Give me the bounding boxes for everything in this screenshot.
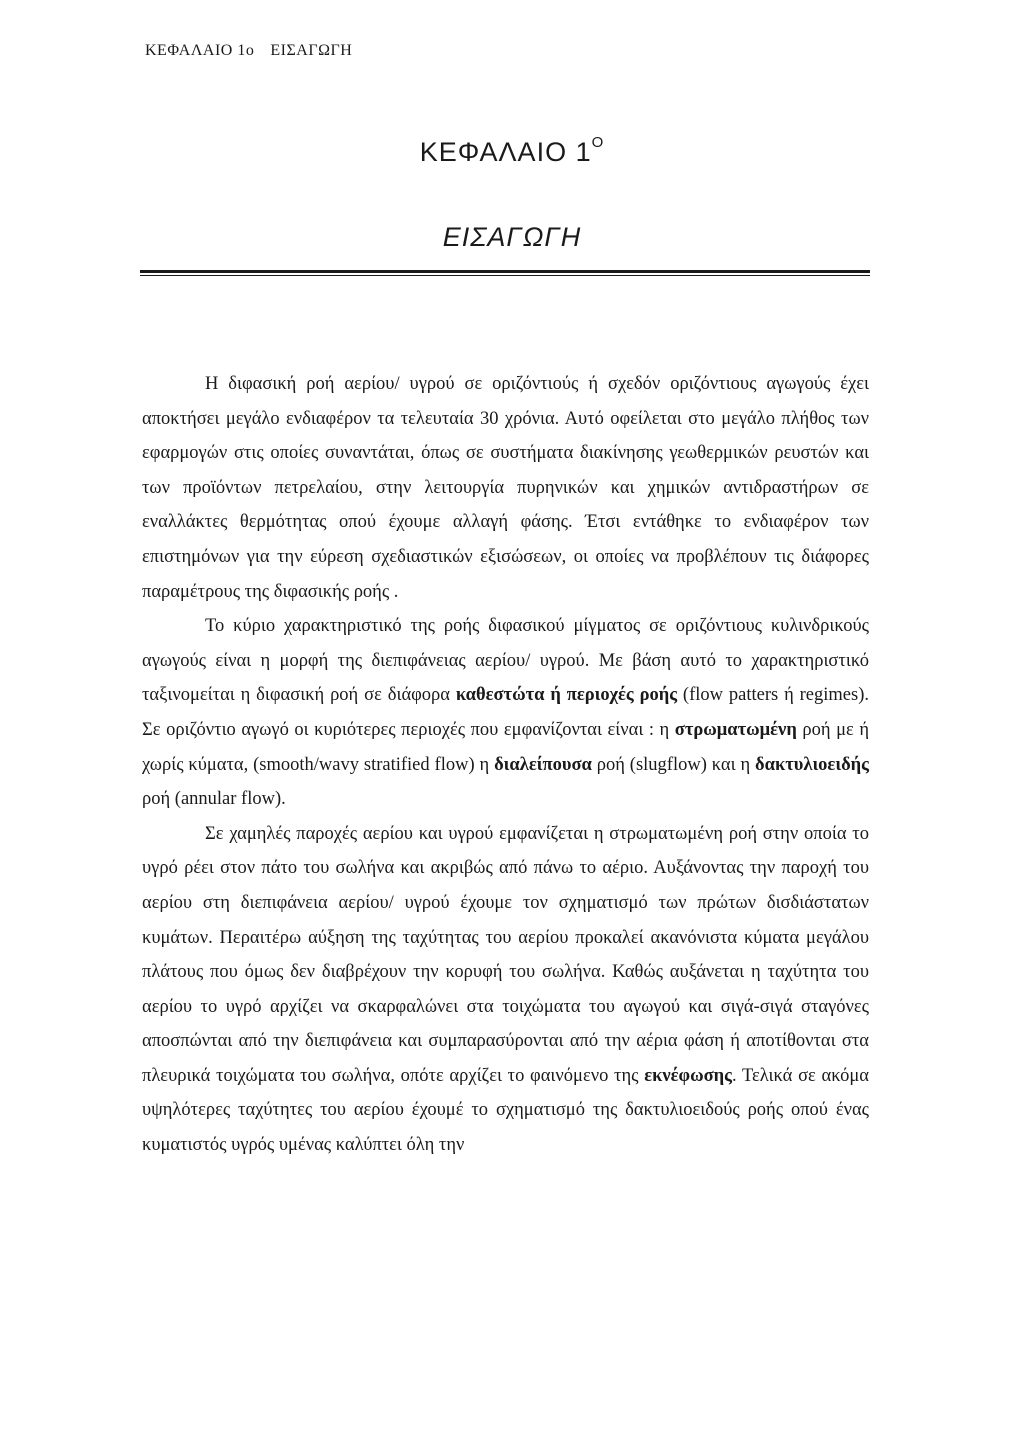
paragraph-2-bold-slug: διαλείπουσα xyxy=(494,754,592,775)
running-header xyxy=(145,42,352,60)
paragraph-3-text-b: . Τελικά σε ακόμα υψηλότερες ταχύτητες του αερίου έχουμέ το σχηματισμό της δακτυλιοειδούς ροής οπού ένας κυματιστός υγρός υμένας καλύπτει όλη την xyxy=(142,1065,869,1156)
paragraph-2-text-e: ροή (annular flow). xyxy=(142,789,286,810)
paragraph-2-bold-annular: δακτυλιοειδής xyxy=(755,754,869,775)
paragraph-1 xyxy=(142,367,869,609)
paragraph-2-text-c: ροή με ή χωρίς κύματα, (smooth/wavy stratified flow) η xyxy=(142,719,869,775)
body-text xyxy=(142,367,869,1163)
paragraph-2 xyxy=(142,609,869,817)
section-title: ΕΙΣΑΓΩΓΗ xyxy=(442,222,582,252)
paragraph-3-text-a: Σε χαμηλές παροχές αερίου και υγρού εμφανίζεται η στρωματωμένη ροή στην οποία το υγρό ρέει στον πάτο του σωλήνα και ακριβώς από πάνω το αέριο. Αυξάνοντας την παροχή του αερίου στη διεπιφάνεια αερίου/ υγρού έχουμε τον σχηματισμό των πρώτων δισδιάστατων κυμάτων. Περαιτέρω αύξηση της ταχύτητας του αερίου προκαλεί ακανόνιστα κύματα μεγάλου πλάτους που όμως δεν διαβρέχουν την κορυφή του σωλήνα. Καθώς αυξάνεται η ταχύτητα του αερίου το υγρό αρχίζει να σκαρφαλώνει στα τοιχώματα του αγωγού και σιγά-σιγά σταγόνες αποσπώνται από την διεπιφάνεια και συμπαρασύρονται από την αέρια φάση ή αποτίθονται στα πλευρικά τοιχώματα του σωλήνα, οπότε αρχίζει το φαινόμενο της xyxy=(142,823,869,1086)
chapter-title xyxy=(0,134,1024,168)
title-divider xyxy=(140,270,870,273)
chapter-title-superscript: Ο xyxy=(591,134,605,151)
paragraph-2-bold-regimes: καθεστώτα ή περιοχές ροής xyxy=(455,685,678,706)
paragraph-2-text-b: (flow patters ή regimes). Σε οριζόντιο αγωγό οι κυριότερες περιοχές που εμφανίζονται είναι : η xyxy=(142,685,869,740)
paragraph-2-text-a: Το κύριο χαρακτηριστικό της ροής διφασικού μίγματος σε οριζόντιους κυλινδρικούς αγωγούς είναι η μορφή της διεπιφάνειας αερίου/ υγρού. Με βάση αυτό το χαρακτηριστικό ταξινομείται η διφασική ροή σε διάφορα xyxy=(142,616,869,706)
chapter-title-text: ΚΕΦΑΛΑΙΟ 1 xyxy=(419,137,592,167)
paragraph-3 xyxy=(142,817,869,1163)
paragraph-2-bold-stratified: στρωματωμένη xyxy=(674,719,797,740)
running-header-section: ΕΙΣΑΓΩΓΗ xyxy=(270,42,353,59)
paragraph-3-bold-entrainment: εκνέφωσης xyxy=(644,1065,732,1086)
running-header-chapter: ΚΕΦΑΛΑΙΟ 1ο xyxy=(145,42,255,59)
paragraph-2-text-d: ροή (slugflow) και η xyxy=(591,754,756,775)
title-divider-thin xyxy=(140,275,870,276)
paragraph-1-text: Η διφασική ροή αερίου/ υγρού σε οριζόντιούς ή σχεδόν οριζόντιους αγωγούς έχει αποκτήσει μεγάλο ενδιαφέρον τα τελευταία 30 χρόνια. Αυτό οφείλεται στο μεγάλο πλήθος των εφαρμογών στις οποίες συναντάται, όπως σε συστήματα διακίνησης γεωθερμικών ρευστών και των προϊόντων πετρελαίου, στην λειτουργία πυρηνικών και χημικών αντιδραστήρων σε εναλλάκτες θερμότητας οπού έχουμε αλλαγή φάσης. Έτσι εντάθηκε το ενδιαφέρον των επιστημόνων για την εύρεση σχεδιαστικών εξισώσεων, οι οποίες να προβλέπουν τις διάφορες παραμέτρους της διφασικής ροής . xyxy=(142,374,869,602)
